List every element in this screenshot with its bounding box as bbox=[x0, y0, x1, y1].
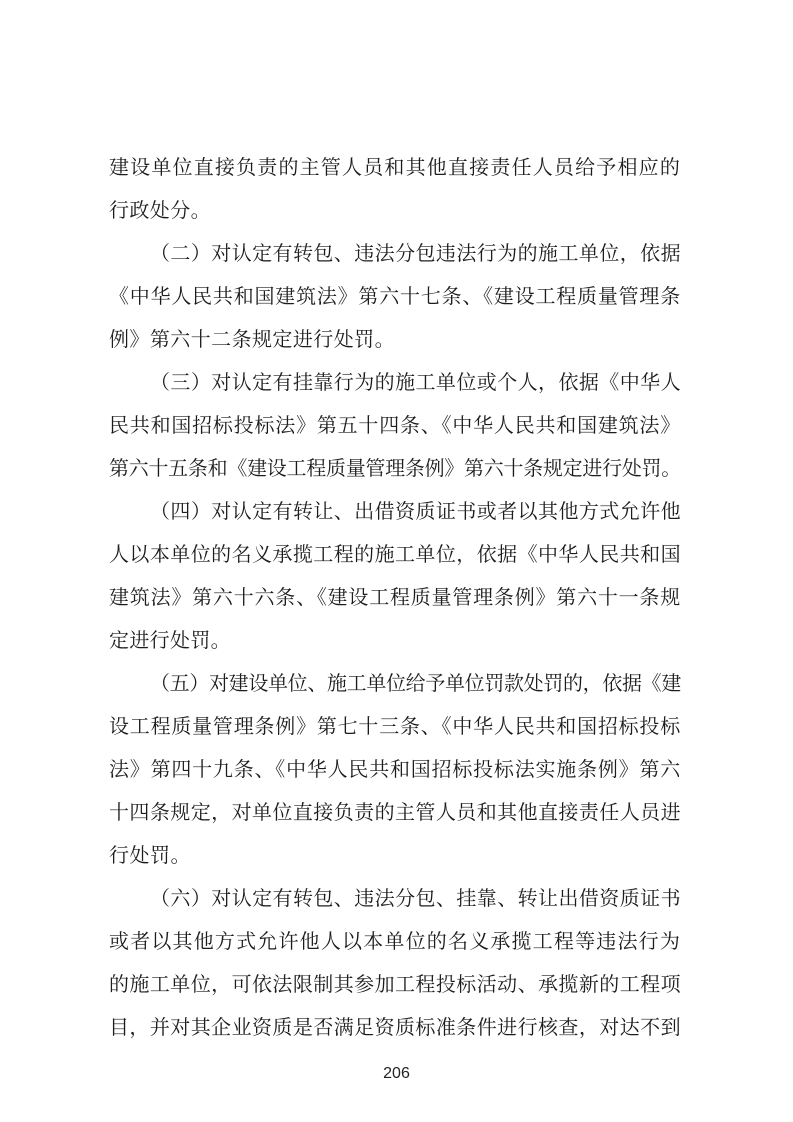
text-line: 或者以其他方式允许他人以本单位的名义承揽工程等违法行为 bbox=[109, 929, 681, 953]
text-line: 的施工单位，可依法限制其参加工程投标活动、承揽新的工程项 bbox=[109, 972, 681, 996]
text-line: 行政处分。 bbox=[109, 198, 211, 222]
text-line: （二）对认定有转包、违法分包违法行为的施工单位，依据 bbox=[150, 241, 681, 265]
text-line: 十四条规定，对单位直接负责的主管人员和其他直接责任人员进 bbox=[109, 800, 681, 824]
text-line: 法》第四十九条、《中华人民共和国招标投标法实施条例》第六 bbox=[109, 757, 681, 781]
page-number: 206 bbox=[383, 1065, 410, 1082]
text-line: 设工程质量管理条例》第七十三条、《中华人民共和国招标投标 bbox=[109, 714, 681, 738]
text-line: 《中华人民共和国建筑法》第六十七条、《建设工程质量管理条 bbox=[109, 284, 681, 308]
text-line: （五）对建设单位、施工单位给予单位罚款处罚的，依据《建 bbox=[150, 671, 681, 695]
text-line: 建设单位直接负责的主管人员和其他直接责任人员给予相应的 bbox=[109, 155, 681, 179]
text-line: （四）对认定有转让、出借资质证书或者以其他方式允许他 bbox=[150, 499, 681, 523]
text-line: 人以本单位的名义承揽工程的施工单位，依据《中华人民共和国 bbox=[109, 542, 681, 566]
text-line: 第六十五条和《建设工程质量管理条例》第六十条规定进行处罚。 bbox=[109, 456, 681, 480]
text-line: （三）对认定有挂靠行为的施工单位或个人，依据《中华人 bbox=[150, 370, 681, 394]
text-line: 行处罚。 bbox=[109, 843, 191, 867]
text-line: 民共和国招标投标法》第五十四条、《中华人民共和国建筑法》 bbox=[109, 413, 681, 437]
text-line: （六）对认定有转包、违法分包、挂靠、转让出借资质证书 bbox=[150, 886, 681, 910]
text-line: 定进行处罚。 bbox=[109, 628, 231, 652]
text-line: 目，并对其企业资质是否满足资质标准条件进行核查，对达不到 bbox=[109, 1015, 681, 1039]
text-line: 例》第六十二条规定进行处罚。 bbox=[109, 327, 395, 351]
text-line: 建筑法》第六十六条、《建设工程质量管理条例》第六十一条规 bbox=[109, 585, 681, 609]
